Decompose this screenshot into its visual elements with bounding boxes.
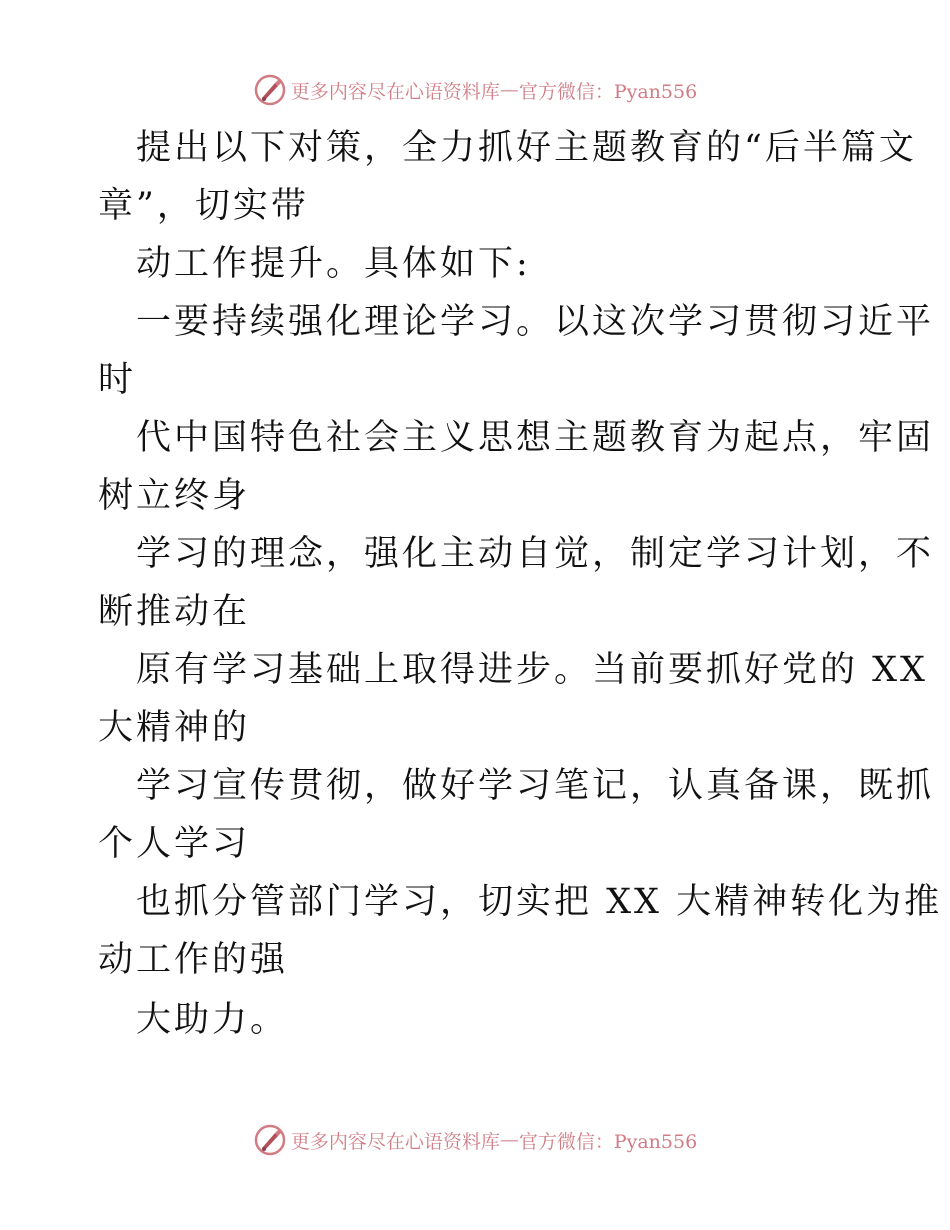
text-line: 章”，切实带 <box>98 186 309 226</box>
watermark-dash: — <box>499 1129 519 1151</box>
watermark-site-text: 更多内容尽在心语资料库 <box>290 1130 500 1153</box>
text-line: 也抓分管部门学习，切实把 XX 大精神转化为推 <box>136 882 943 922</box>
footer-watermark <box>0 1123 950 1157</box>
text-line: 大精神的 <box>98 708 251 748</box>
pen-circle-logo-icon <box>253 73 287 107</box>
watermark-wechat-text: 官方微信：Pyan556 <box>518 1130 698 1153</box>
text-line: 原有学习基础上取得进步。当前要抓好党的 XX <box>136 650 928 690</box>
text-line: 动工作的强 <box>98 940 289 980</box>
text-line: 大助力。 <box>136 1000 289 1040</box>
text-line: 断推动在 <box>98 592 251 632</box>
text-line: 代中国特色社会主义思想主题教育为起点，牢固 <box>136 418 935 458</box>
text-line: 一要持续强化理论学习。以这次学习贯彻习近平 <box>136 302 935 342</box>
watermark-wechat-text: 官方微信：Pyan556 <box>518 80 698 103</box>
watermark-site-text: 更多内容尽在心语资料库 <box>290 80 500 103</box>
text-line: 个人学习 <box>98 824 251 864</box>
text-line: 时 <box>98 360 137 400</box>
header-watermark <box>0 73 950 107</box>
text-line: 树立终身 <box>98 476 251 516</box>
pen-circle-logo-icon <box>253 1123 287 1157</box>
text-line: 学习宣传贯彻，做好学习笔记，认真备课，既抓 <box>136 766 935 806</box>
watermark-dash: — <box>499 79 519 101</box>
text-line: 学习的理念，强化主动自觉，制定学习计划，不 <box>136 534 935 574</box>
text-line: 提出以下对策，全力抓好主题教育的“后半篇文 <box>136 128 917 168</box>
text-line: 动工作提升。具体如下: <box>136 244 531 284</box>
